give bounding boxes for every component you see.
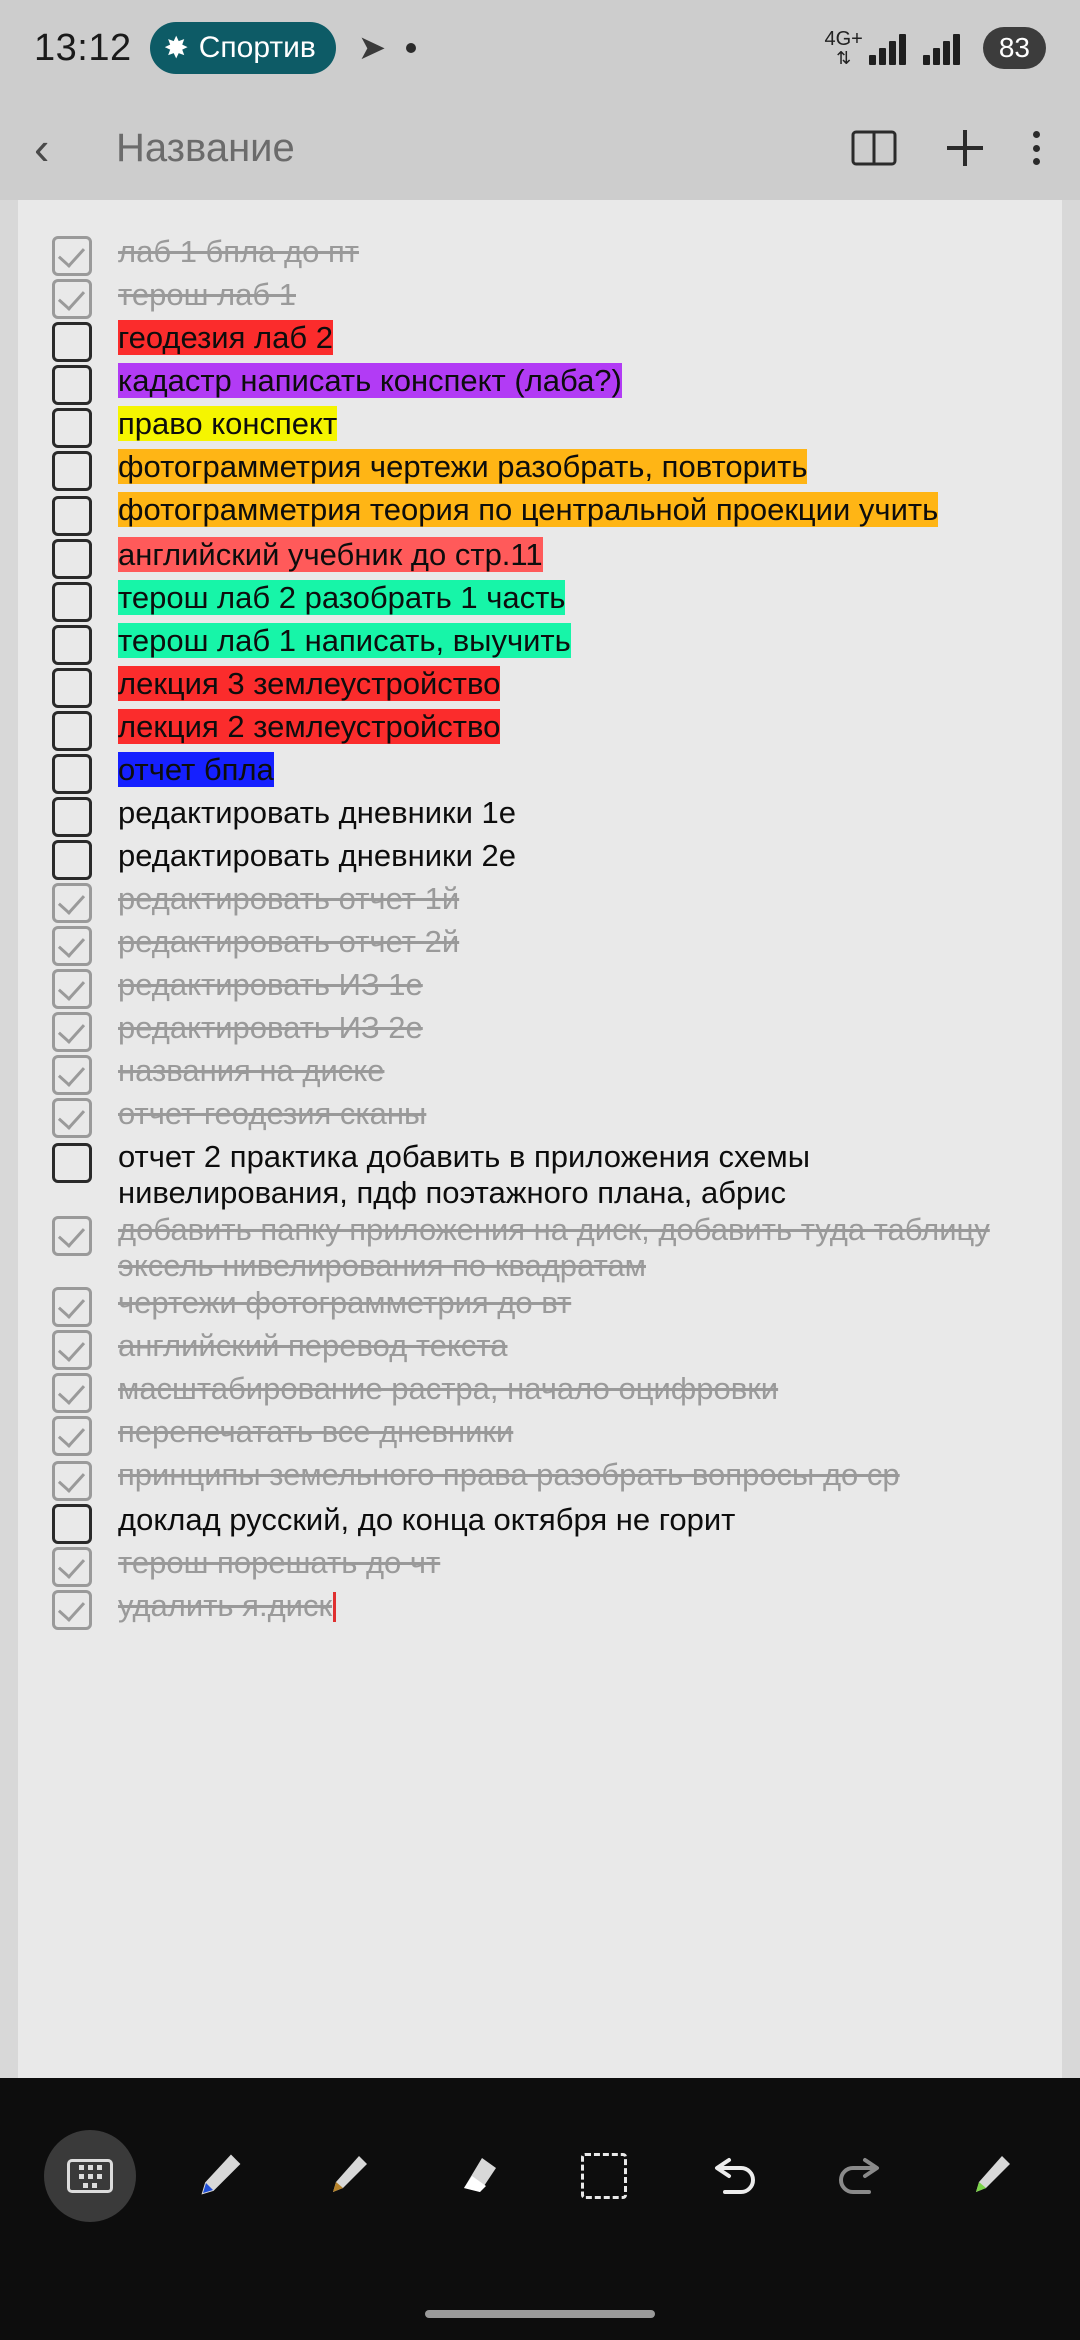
checklist-item-text-wrap — [118, 623, 591, 659]
status-time: 13:12 — [34, 26, 132, 69]
checklist-item[interactable] — [18, 967, 1062, 1009]
checklist-item-text-wrap — [118, 234, 379, 270]
checkbox-checked[interactable] — [52, 1461, 92, 1501]
checklist-item-label: английский учебник до стр.11 — [118, 537, 543, 572]
checklist-item-label: лекция 2 землеустройство — [118, 709, 501, 744]
redo-button[interactable] — [815, 2130, 907, 2222]
checklist-item[interactable] — [18, 795, 1062, 837]
checkbox-checked[interactable] — [52, 883, 92, 923]
checklist-item[interactable] — [18, 1414, 1062, 1456]
checklist-item-text-wrap — [118, 924, 479, 960]
drawing-toolbar — [0, 2078, 1080, 2340]
checkbox-checked[interactable] — [52, 1216, 92, 1256]
checklist — [18, 200, 1062, 1630]
checklist-item[interactable] — [18, 1096, 1062, 1138]
checklist-item-label: масштабирование растра, начало оцифровки — [118, 1371, 779, 1406]
highlighter-icon — [317, 2146, 377, 2206]
checklist-item[interactable] — [18, 1502, 1062, 1544]
checklist-item-label: терош лаб 2 разобрать 1 часть — [118, 580, 566, 615]
checklist-item[interactable] — [18, 752, 1062, 794]
checklist-item[interactable] — [18, 838, 1062, 880]
undo-icon — [705, 2154, 761, 2198]
checkbox-checked[interactable] — [52, 279, 92, 319]
checkbox-checked[interactable] — [52, 1590, 92, 1630]
undo-button[interactable] — [687, 2130, 779, 2222]
plus-icon[interactable] — [941, 124, 989, 172]
checkbox-unchecked[interactable] — [52, 797, 92, 837]
checklist-item-text-wrap — [118, 881, 479, 917]
checkbox-unchecked[interactable] — [52, 1143, 92, 1183]
checkbox-unchecked[interactable] — [52, 496, 92, 536]
checklist-item-label: редактировать дневники 2е — [118, 838, 517, 873]
checklist-item-label: геодезия лаб 2 — [118, 320, 333, 355]
checklist-item-text-wrap — [118, 1414, 533, 1450]
checklist-item-label: фотограмметрия чертежи разобрать, повторить — [118, 449, 808, 484]
checklist-item-label: редактировать дневники 1е — [118, 795, 517, 830]
checklist-item-text-wrap — [118, 1096, 446, 1132]
signal-bars-sim2-icon — [923, 31, 963, 65]
checklist-item-text-wrap — [118, 1371, 798, 1407]
keyboard-icon — [67, 2159, 113, 2193]
checklist-item-label: редактировать ИЗ 2е — [118, 1010, 423, 1045]
checklist-item-label: фотограмметрия теория по центральной проекции учить — [118, 492, 939, 527]
checklist-item-label: отчет бпла — [118, 752, 274, 787]
checkbox-unchecked[interactable] — [52, 539, 92, 579]
checkbox-unchecked[interactable] — [52, 625, 92, 665]
checklist-item-text-wrap — [118, 1545, 460, 1581]
marker-icon — [960, 2146, 1020, 2206]
checklist-item-text-wrap — [118, 1328, 528, 1364]
checklist-item-label: право конспект — [118, 406, 338, 441]
checklist-item-text-wrap — [118, 752, 294, 788]
checklist-item-text-wrap — [118, 1139, 1062, 1211]
checklist-item[interactable] — [18, 492, 1062, 536]
live-activity-pill[interactable] — [150, 22, 336, 74]
checklist-item[interactable] — [18, 580, 1062, 622]
sparkle-icon: ✸ — [163, 31, 189, 65]
checklist-item[interactable] — [18, 1371, 1062, 1413]
checklist-item-text-wrap — [118, 1212, 1062, 1284]
signal-bars-sim1-icon — [869, 31, 909, 65]
checklist-item-text-wrap — [118, 1053, 404, 1089]
live-activity-label: Спортив — [198, 31, 316, 64]
book-icon[interactable] — [851, 129, 897, 167]
checklist-item[interactable] — [18, 1285, 1062, 1327]
checklist-item-label: отчет геодезия сканы — [118, 1096, 427, 1131]
status-right-cluster — [824, 27, 1046, 69]
checklist-item[interactable] — [18, 1457, 1062, 1501]
checklist-item-label: английский перевод текста — [118, 1328, 508, 1363]
checkbox-unchecked[interactable] — [52, 1504, 92, 1544]
checklist-item-label: лекция 3 землеустройство — [118, 666, 501, 701]
marker-tool[interactable] — [944, 2130, 1036, 2222]
checkbox-checked[interactable] — [52, 1330, 92, 1370]
checkbox-unchecked[interactable] — [52, 408, 92, 448]
checkbox-unchecked[interactable] — [52, 582, 92, 622]
checklist-item-label: принципы земельного права разобрать вопросы до ср — [118, 1457, 900, 1492]
checklist-item[interactable] — [18, 709, 1062, 751]
checklist-item[interactable] — [18, 1139, 1062, 1211]
checklist-item[interactable] — [18, 363, 1062, 405]
checkbox-checked[interactable] — [52, 1012, 92, 1052]
checklist-item-label: терош лаб 1 написать, выучить — [118, 623, 571, 658]
checklist-item[interactable] — [18, 666, 1062, 708]
checkbox-checked[interactable] — [52, 969, 92, 1009]
checkbox-unchecked[interactable] — [52, 840, 92, 880]
kebab-menu-icon[interactable] — [1033, 131, 1040, 165]
checklist-item[interactable] — [18, 449, 1062, 491]
checkbox-checked[interactable] — [52, 1287, 92, 1327]
checklist-item[interactable] — [18, 1010, 1062, 1052]
checkbox-unchecked[interactable] — [52, 711, 92, 751]
checkbox-unchecked[interactable] — [52, 754, 92, 794]
checklist-item-label: удалить я.диск — [118, 1588, 333, 1623]
checklist-item-text-wrap — [118, 449, 827, 485]
checklist-item-label: доклад русский, до конца октября не горит — [118, 1502, 736, 1537]
checklist-item-label: кадастр написать конспект (лаба?) — [118, 363, 622, 398]
checklist-item-text-wrap — [118, 967, 443, 1003]
app-bar — [0, 96, 1080, 200]
checklist-item-label: терош лаб 1 — [118, 277, 296, 312]
telegram-icon: ➤ — [357, 29, 387, 67]
checklist-item-label: отчет 2 практика добавить в приложения схемы нивелирования, пдф поэтажного плана, абрис — [118, 1139, 810, 1210]
checkbox-unchecked[interactable] — [52, 365, 92, 405]
checklist-item-text-wrap — [118, 492, 958, 528]
checklist-item[interactable] — [18, 924, 1062, 966]
checkbox-checked[interactable] — [52, 1098, 92, 1138]
checklist-item[interactable] — [18, 406, 1062, 448]
checklist-item[interactable] — [18, 1545, 1062, 1587]
checklist-item-text-wrap — [118, 320, 353, 356]
checklist-item-text-wrap — [118, 666, 520, 702]
checkbox-checked[interactable] — [52, 1547, 92, 1587]
home-indicator — [425, 2310, 655, 2318]
checklist-item-text-wrap — [118, 1010, 443, 1046]
page-title: Название — [116, 125, 295, 170]
pen-icon — [189, 2146, 249, 2206]
checklist-item-label: терош порешать до чт — [118, 1545, 441, 1580]
checklist-item-label: редактировать отчет 2й — [118, 924, 460, 959]
checklist-item[interactable] — [18, 623, 1062, 665]
checklist-item-text-wrap — [118, 838, 536, 874]
text-cursor — [333, 1592, 336, 1622]
checklist-item-text-wrap — [118, 580, 585, 616]
eraser-tool[interactable] — [430, 2130, 522, 2222]
notification-dot-icon — [406, 43, 416, 53]
checklist-item-text-wrap — [118, 1588, 356, 1624]
checkbox-unchecked[interactable] — [52, 322, 92, 362]
checklist-item-text-wrap — [118, 406, 357, 442]
checklist-item-label: редактировать ИЗ 1е — [118, 967, 423, 1002]
checkbox-checked[interactable] — [52, 926, 92, 966]
checklist-item[interactable] — [18, 234, 1062, 276]
checklist-item-label: названия на диске — [118, 1053, 385, 1088]
checklist-item-text-wrap — [118, 363, 642, 399]
checklist-item[interactable] — [18, 320, 1062, 362]
checklist-item[interactable] — [18, 1212, 1062, 1284]
checklist-item-text-wrap — [118, 1285, 591, 1321]
checklist-item[interactable] — [18, 1588, 1062, 1630]
battery-indicator: 83 — [983, 27, 1046, 69]
checklist-item[interactable] — [18, 1328, 1062, 1370]
checklist-item-label: чертежи фотограмметрия до вт — [118, 1285, 572, 1320]
back-arrow-icon[interactable]: ‹ — [34, 122, 50, 174]
checklist-item-text-wrap — [118, 277, 316, 313]
keyboard-tool[interactable] — [44, 2130, 136, 2222]
checklist-item-text-wrap — [118, 1502, 755, 1538]
checklist-item-text-wrap — [118, 709, 520, 745]
note-canvas[interactable] — [18, 200, 1062, 2078]
checklist-item[interactable] — [18, 881, 1062, 923]
checklist-item[interactable] — [18, 277, 1062, 319]
pen-tool[interactable] — [173, 2130, 265, 2222]
checklist-item[interactable] — [18, 1053, 1062, 1095]
highlighter-tool[interactable] — [301, 2130, 393, 2222]
checkbox-checked[interactable] — [52, 1416, 92, 1456]
redo-icon — [833, 2154, 889, 2198]
checkbox-unchecked[interactable] — [52, 451, 92, 491]
select-tool[interactable] — [558, 2130, 650, 2222]
eraser-icon — [446, 2146, 506, 2206]
checklist-item-label: перепечатать все дневники — [118, 1414, 514, 1449]
checklist-item-text-wrap — [118, 795, 536, 831]
checkbox-checked[interactable] — [52, 236, 92, 276]
checklist-item-text-wrap — [118, 1457, 920, 1493]
checkbox-checked[interactable] — [52, 1055, 92, 1095]
status-bar — [0, 0, 1080, 96]
checklist-item-label: добавить папку приложения на диск, добавить туда таблицу эксель нивелирования по квадратам — [118, 1212, 990, 1283]
checkbox-unchecked[interactable] — [52, 668, 92, 708]
checklist-item-label: редактировать отчет 1й — [118, 881, 460, 916]
checklist-item[interactable] — [18, 537, 1062, 579]
checkbox-checked[interactable] — [52, 1373, 92, 1413]
checklist-item-text-wrap — [118, 537, 563, 573]
network-type-label: 4G+ ⇅ — [824, 28, 863, 68]
checklist-item-label: лаб 1 бпла до пт — [118, 234, 359, 269]
marquee-select-icon — [581, 2153, 627, 2199]
